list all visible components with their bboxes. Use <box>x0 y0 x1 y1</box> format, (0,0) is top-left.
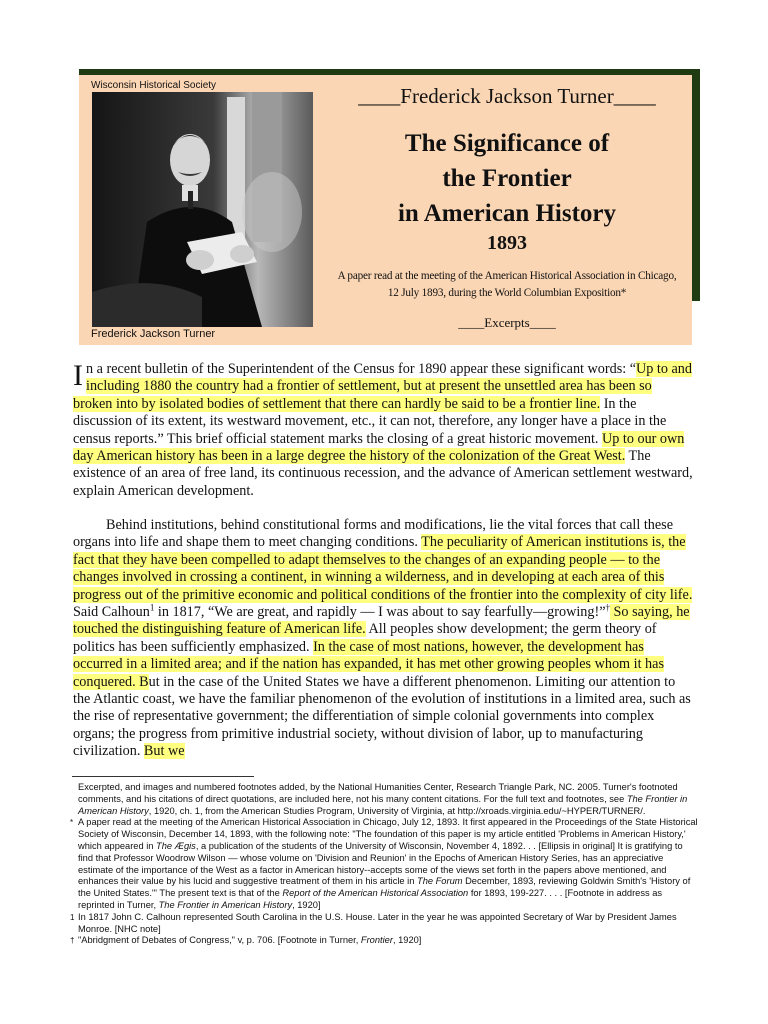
footnote-1 <box>70 912 698 936</box>
fn-star-text-3: December, 1893, reviewing Goldwin Smith's 'History of the United States.'" The present text is that of the <box>78 876 691 899</box>
subtitle: A paper read at the meeting of the American Historical Association in Chicago, 12 July 1893, during the World Columbian Exposition* <box>337 270 677 299</box>
publication-year: 1893 <box>487 232 527 254</box>
p2-highlight-3: In the case of most nations, however, the development has occurred in a limited area; and if the nation has expanded, it has met other growing peoples whom it has conquered. B <box>73 638 664 690</box>
photo-credit: Wisconsin Historical Society <box>91 80 217 91</box>
footnotes <box>70 782 698 947</box>
footnote-ref-dagger[interactable]: † <box>605 602 610 613</box>
fn-dagger-text-1: "Abridgment of Debates of Congress," v, p. 706. [Footnote in Turner, <box>78 935 361 946</box>
p2-highlight-4: But we <box>143 743 185 760</box>
fn-star-italic-4: The Frontier in American History <box>158 899 293 910</box>
title-line-2: the Frontier <box>442 165 572 192</box>
fn-star-italic-2: The Forum <box>417 876 463 887</box>
p1-highlight-1: Up to and including 1880 the country had a frontier of settlement, but at present the unsettled area has been so broken into by isolated bodies of settlement that there can hardly be said to be a frontier line. <box>73 361 692 412</box>
p2-text-1: Behind institutions, behind constitutional forms and modifications, lie the vital forces that call these organs into life and shape them to meet changing conditions. <box>73 517 673 551</box>
paragraph-1 <box>73 361 693 500</box>
fn-dagger-italic: Frontier <box>360 935 393 946</box>
footnote-star <box>70 817 698 911</box>
fn-intro-text-2: , 1920, ch. 1, from the American Studies Program, University of Virginia, at http://xroads.virginia.edu/~HYPER/TURNER/. <box>148 805 646 816</box>
author-line: ____Frederick Jackson Turner____ <box>358 84 656 108</box>
title-line-3: in American History <box>397 200 617 227</box>
footnote-intro <box>70 782 698 817</box>
fn-dagger-text-2: , 1920] <box>392 935 422 946</box>
fn-dagger-mark: † <box>70 936 75 946</box>
fn-star-text-5: , 1920] <box>292 899 321 910</box>
portrait-photo <box>92 92 313 327</box>
fn-intro-book-title: The Frontier in American History <box>78 793 688 816</box>
title-line-1: The Significance of <box>404 130 610 157</box>
p2-text-3: in 1817, “We are great, and rapidly — I was about to say fearfully—growing!” <box>154 604 606 621</box>
paragraph-2 <box>73 517 693 761</box>
fn-star-italic-3: Report of the American Historical Association <box>282 888 469 899</box>
p2-highlight-2: So saying, he touched the distinguishing feature of American life. <box>73 604 690 638</box>
fn-star-text-1: A paper read at the meeting of the American Historical Association in Chicago, July 12, 1893. It first appeared in the Proceedings of the State Historical Society of Wisconsin, December 14, 1893, with the following note: "The foundation of this paper is my article entitled 'Problems in American History,' which appeared in <box>78 817 698 851</box>
portrait-image <box>92 92 313 327</box>
footnote-ref-1[interactable]: 1 <box>149 602 155 613</box>
excerpts-label: ____Excerpts____ <box>458 315 556 330</box>
document-title <box>322 126 692 231</box>
p1-text-1: n a recent bulletin of the Superintendent of the Census for 1890 appear these significant words: “ <box>86 361 637 377</box>
p2-text-5: ut in the case of the United States we have a different phenomenon. Limiting our attention to the Atlantic coast, we have the familiar phenomenon of the evolution of institutions in a limited area, such as the rise of representative government; the differentiation of simple colonial governments into complex organs; the progress from primitive industrial society, without division of labor, up to manufacturing civilization. <box>73 673 691 760</box>
p2-text-4: All peoples show development; the germ theory of politics has been sufficiently emphasized. <box>73 621 657 655</box>
fn-star-text-2: , a publication of the students of the University of Wisconsin, November 4, 1892. . . [Ellipsis in original] It is gratifying to find that Professor Woodrow Wilson — whose volume on 'Division and Reunion' in the Epochs of American History Series, has an appreciative estimate of the importance of the West as a factor in American history--accepts some of the views set forth in the papers above mentioned, and enhances their value by his lucid and suggestive treatment of them in his article in <box>78 840 683 887</box>
p2-highlight-1: The peculiarity of American institutions is, the fact that they have been compelled to adapt themselves to the changes of an expanding people — to the changes involved in crossing a continent, in winning a wilderness, and in developing at each area of this progress out of the primitive economic and political conditions of the frontier into the complexity of city life. <box>73 534 693 603</box>
drop-cap: I <box>73 359 83 392</box>
p1-text-3: The existence of an area of free land, its continuous recession, and the advance of American settlement westward, explain American development. <box>73 448 693 499</box>
fn-star-mark: * <box>70 818 74 828</box>
fn-star-italic-1: The Ægis <box>156 840 196 851</box>
photo-caption: Frederick Jackson Turner <box>91 328 216 340</box>
p2-text-2: Said Calhoun <box>73 604 150 621</box>
fn-star-text-4: for 1893, 199-227. . . . [Footnote in address as reprinted in Turner, <box>78 888 663 910</box>
footnote-dagger <box>70 935 698 947</box>
fn-1-text: In 1817 John C. Calhoun represented South Carolina in the U.S. House. Later in the year he was appointed Secretary of War by President James Monroe. [NHC note] <box>78 911 677 934</box>
fn-intro-text-1: Excerpted, and images and numbered footnotes added, by the National Humanities Center, Research Triangle Park, NC. 2005. Turner's footnoted comments, and his citations of direct quotations, are included here, not his many content citations. For the full text and footnotes, see <box>78 782 678 804</box>
p1-text-2: In the discussion of its extent, its westward movement, etc., it can not, therefore, any longer have a place in the census reports.” This brief official statement marks the closing of a great historic movement. <box>73 395 667 447</box>
fn-1-mark: 1 <box>70 912 75 922</box>
footnote-rule <box>72 776 254 777</box>
p1-highlight-2: Up to our own day American history has been in a large degree the history of the colonization of the Great West. <box>73 430 685 465</box>
